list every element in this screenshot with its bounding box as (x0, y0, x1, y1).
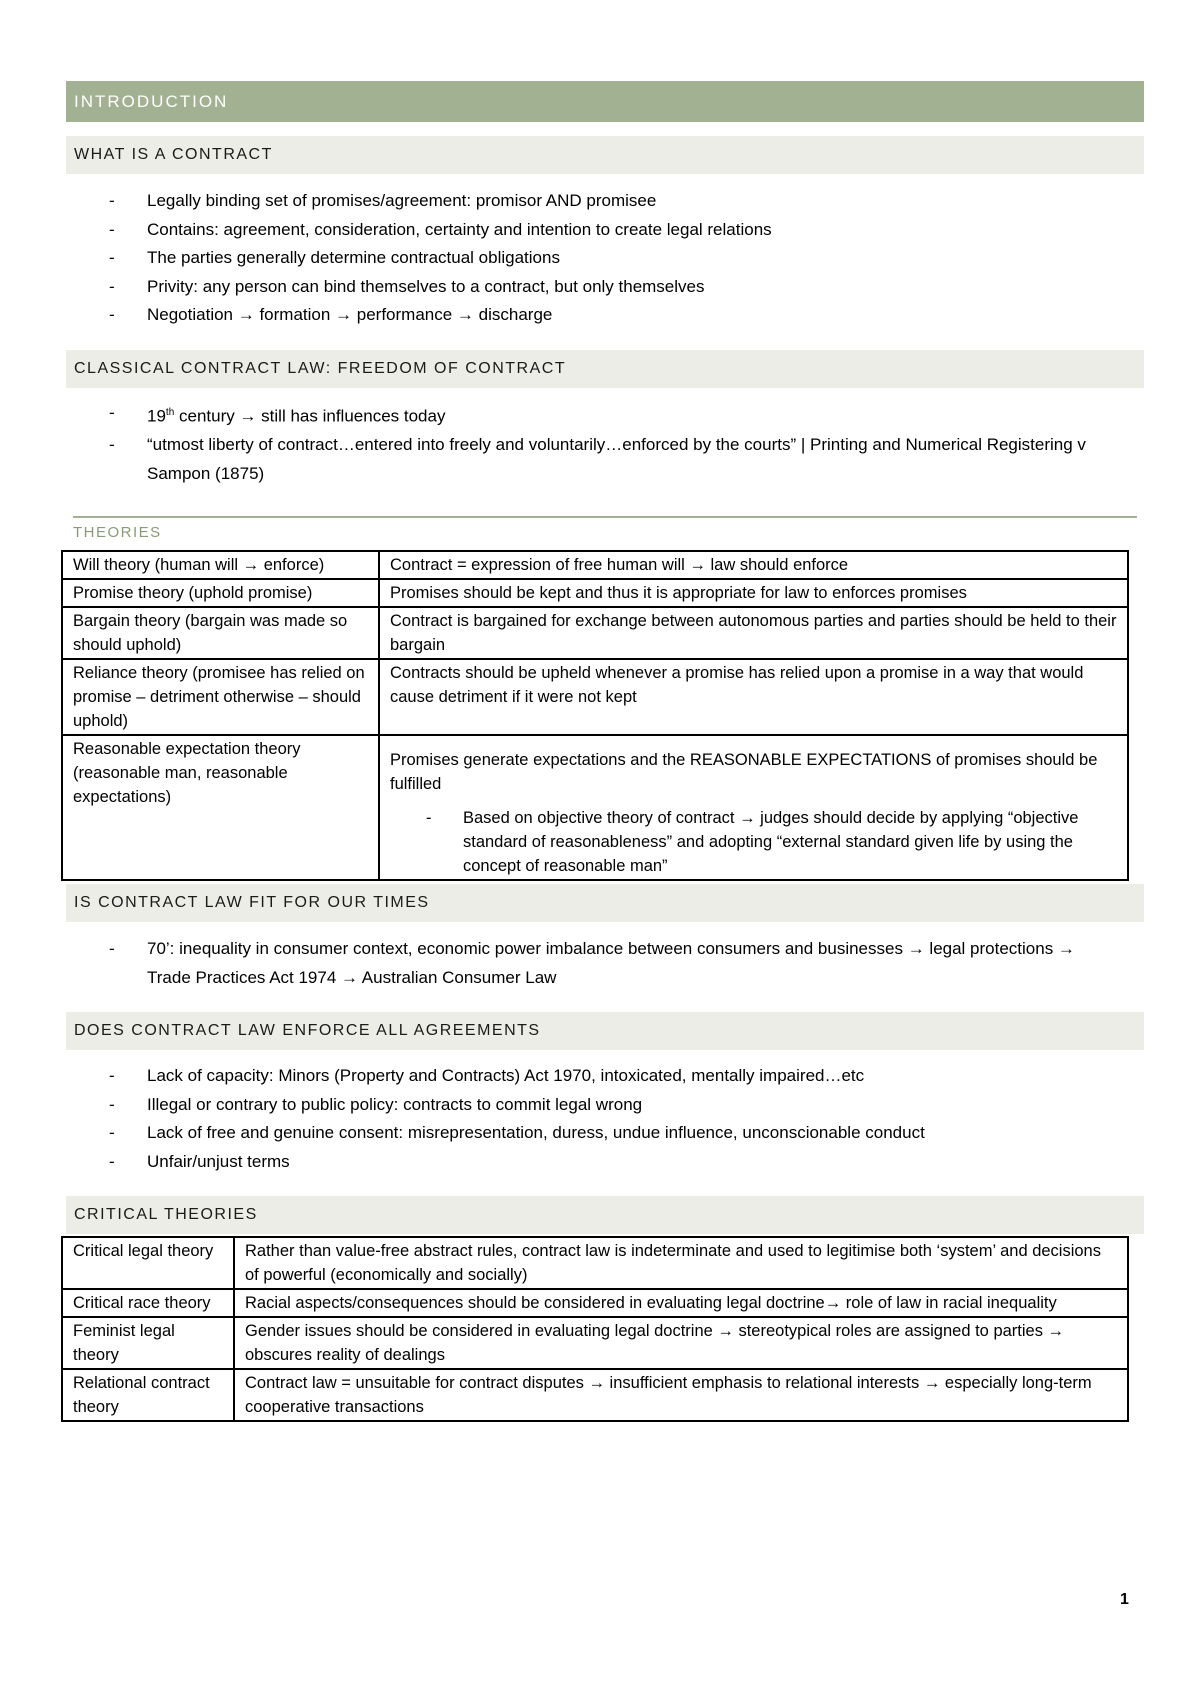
theory-name: Promise theory (uphold promise) (62, 579, 379, 607)
table-row (62, 1369, 1128, 1421)
theory-description-cell (379, 735, 1128, 880)
table-row (62, 551, 1128, 579)
theory-name: Reliance theory (promisee has relied on promise – detriment otherwise – should uphold) (62, 659, 379, 735)
list-item (66, 399, 1116, 431)
theory-name: Relational contract theory (62, 1369, 234, 1421)
table-row (62, 607, 1128, 659)
list-item: - Negotiation → formation → performance → discharge (66, 301, 1116, 330)
theories-table (61, 550, 1129, 881)
section-divider (73, 516, 1137, 518)
what-is-contract-list (66, 187, 1116, 330)
theory-name: Feminist legal theory (62, 1317, 234, 1369)
theory-description: Racial aspects/consequences should be considered in evaluating legal doctrine→ role of law in racial inequality (234, 1289, 1128, 1317)
heading-enforce-agreements: DOES CONTRACT LAW ENFORCE ALL AGREEMENTS (66, 1012, 1144, 1050)
list-item: - Lack of free and genuine consent: misrepresentation, duress, undue influence, unconscionable conduct (66, 1119, 1116, 1148)
list-item: - Legally binding set of promises/agreement: promisor AND promisee (66, 187, 1116, 216)
theory-description: Gender issues should be considered in evaluating legal doctrine → stereotypical roles are assigned to parties → obscures reality of dealings (234, 1317, 1128, 1369)
page-number: 1 (1120, 1591, 1129, 1608)
heading-fit-for-times: IS CONTRACT LAW FIT FOR OUR TIMES (66, 884, 1144, 922)
theory-name: Critical race theory (62, 1289, 234, 1317)
list-item: - “utmost liberty of contract…entered into freely and voluntarily…enforced by the courts” | Printing and Numerical Registering v Sampon (1875) (66, 431, 1116, 488)
sub-list-item (390, 806, 1117, 878)
table-row (62, 659, 1128, 735)
century-number: 19 (147, 406, 166, 426)
heading-classical-contract-law: CLASSICAL CONTRACT LAW: FREEDOM OF CONTRACT (66, 350, 1144, 388)
sub-list-text: Based on objective theory of contract → judges should decide by applying “objective standard of reasonableness” and adopting “external standard given life by using the concept of reasonable man” (463, 809, 1079, 875)
theory-name: Reasonable expectation theory (reasonable man, reasonable expectations) (62, 735, 379, 880)
heading-what-is-contract: WHAT IS A CONTRACT (66, 136, 1144, 174)
enforce-list (66, 1062, 1116, 1176)
theory-description: Contract is bargained for exchange between autonomous parties and parties should be held to their bargain (379, 607, 1128, 659)
theory-name: Will theory (human will → enforce) (62, 551, 379, 579)
theory-description: Contract = expression of free human will → law should enforce (379, 551, 1128, 579)
table-row (62, 1289, 1128, 1317)
heading-critical-theories: CRITICAL THEORIES (66, 1196, 1144, 1234)
list-item: - Privity: any person can bind themselves to a contract, but only themselves (66, 273, 1116, 302)
theory-name: Bargain theory (bargain was made so should uphold) (62, 607, 379, 659)
table-row (62, 579, 1128, 607)
list-item: - Lack of capacity: Minors (Property and Contracts) Act 1970, intoxicated, mentally impaired…etc (66, 1062, 1116, 1091)
list-item: - Unfair/unjust terms (66, 1148, 1116, 1177)
theory-name: Critical legal theory (62, 1237, 234, 1289)
century-text: century → still has influences today (174, 406, 446, 426)
list-item: - Illegal or contrary to public policy: contracts to commit legal wrong (66, 1091, 1116, 1120)
table-row (62, 735, 1128, 880)
dash-marker: - (426, 809, 432, 827)
critical-theories-table (61, 1236, 1129, 1422)
theory-description: Rather than value-free abstract rules, contract law is indeterminate and used to legitimise both ‘system’ and decisions of powerful (economically and socially) (234, 1237, 1128, 1289)
table-row (62, 1317, 1128, 1369)
fit-list (66, 935, 1116, 992)
list-item: - The parties generally determine contractual obligations (66, 244, 1116, 273)
theory-description: Promises should be kept and thus it is appropriate for law to enforces promises (379, 579, 1128, 607)
theory-description: Contracts should be upheld whenever a promise has relied upon a promise in a way that would cause detriment if it were not kept (379, 659, 1128, 735)
heading-theories: THEORIES (73, 524, 162, 541)
section-title-introduction: INTRODUCTION (66, 81, 1144, 122)
list-item: - 70’: inequality in consumer context, economic power imbalance between consumers and businesses → legal protections → Trade Practices Act 1974 → Australian Consumer Law (66, 935, 1116, 992)
theory-description: Promises generate expectations and the REASONABLE EXPECTATIONS of promises should be fulfilled (390, 751, 1098, 793)
theory-description: Contract law = unsuitable for contract disputes → insufficient emphasis to relational interests → especially long-term cooperative transactions (234, 1369, 1128, 1421)
century-superscript: th (165, 407, 175, 418)
list-item: - Contains: agreement, consideration, certainty and intention to create legal relations (66, 216, 1116, 245)
table-row (62, 1237, 1128, 1289)
classical-list (66, 399, 1116, 488)
